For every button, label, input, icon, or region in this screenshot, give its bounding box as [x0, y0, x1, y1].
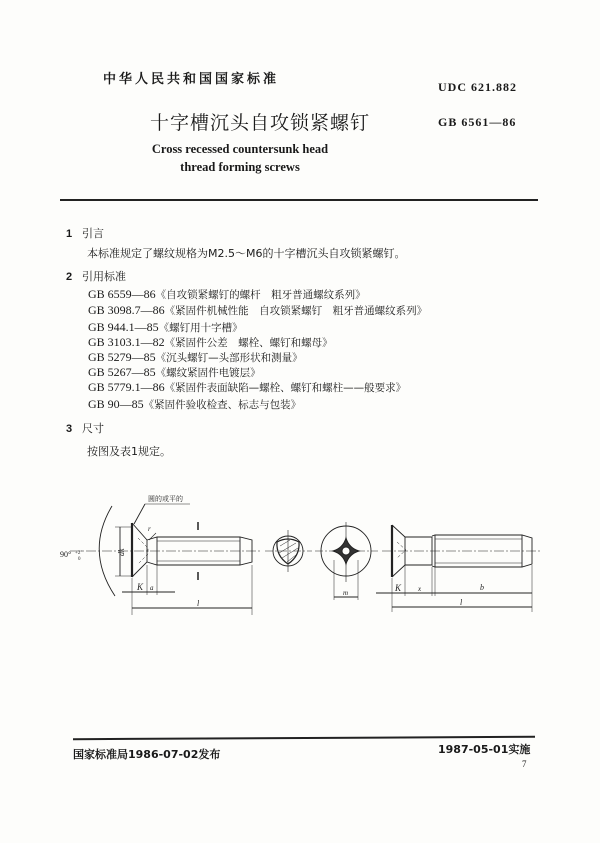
reference-item — [88, 380, 406, 395]
section-1-body: 本标准规定了螺纹规格为M2.5～M6的十字槽沉头自攻锁紧螺钉。 — [87, 247, 406, 260]
document-title-en-line2: thread forming screws — [180, 160, 300, 174]
screw-side-view-2 — [376, 525, 542, 612]
reference-item — [88, 320, 243, 335]
b-label: b — [480, 583, 484, 592]
section-number: 1 — [66, 228, 73, 240]
note-round-or-flat: 圆的或平的 — [148, 495, 183, 503]
reference-code: GB 5279—85 — [88, 350, 156, 364]
reference-title: 《紧固件公差 螺栓、螺钉和螺母》 — [164, 337, 333, 349]
reference-item — [88, 303, 427, 318]
angle-label: 90° — [60, 550, 72, 559]
reference-title: 《紧固件机械性能 自攻锁紧螺钉 粗牙普通螺纹系列》 — [164, 305, 428, 317]
udc-code: UDC 621.882 — [438, 80, 517, 94]
x-label: x — [418, 585, 422, 593]
note-leader — [134, 504, 145, 524]
reference-title: 《自攻锁紧螺钉的螺杆 粗牙普通螺纹系列》 — [155, 289, 366, 301]
gb-number: GB 6561—86 — [438, 115, 517, 129]
section-title: 尺寸 — [82, 422, 104, 435]
screw-figure — [0, 490, 600, 630]
l-label: l — [197, 599, 200, 608]
document-title-en-line1: Cross recessed countersunk head — [151, 142, 329, 156]
page-number: 7 — [522, 759, 527, 769]
l-label-2: l — [460, 598, 463, 607]
reference-code: GB 944.1—85 — [88, 320, 159, 334]
a-label: a — [150, 584, 154, 592]
reference-item — [88, 397, 301, 412]
issue-date: 国家标准局1986-07-02发布 — [73, 748, 221, 761]
k-label: K — [137, 582, 144, 592]
reference-code: GB 3098.7—86 — [88, 303, 165, 317]
reference-item — [88, 335, 333, 350]
national-standard-heading: 中华人民共和国国家标准 — [103, 72, 280, 87]
section-number: 3 — [66, 423, 73, 435]
reference-title: 《紧固件表面缺陷—螺栓、螺钉和螺柱——般要求》 — [164, 382, 407, 394]
reference-code: GB 5779.1—86 — [88, 380, 165, 394]
m-label: m — [343, 589, 349, 597]
section-3-heading — [66, 420, 104, 436]
k-label-2: K — [395, 583, 402, 593]
section-2-heading — [66, 268, 126, 284]
effective-date: 1987-05-01实施 — [438, 743, 531, 756]
header-rule — [60, 199, 538, 201]
reference-code: GB 3103.1—82 — [88, 335, 165, 349]
section-1-heading — [66, 225, 104, 241]
section-title: 引用标准 — [82, 270, 126, 283]
section-3-body: 按图及表1规定。 — [87, 445, 171, 458]
reference-code: GB 6559—86 — [88, 287, 156, 301]
thread-section-view — [265, 530, 312, 572]
document-title-cn: 十字槽沉头自攻锁紧螺钉 — [150, 112, 371, 134]
reference-title: 《沉头螺钉—头部形状和测量》 — [155, 352, 303, 364]
screw-side-view — [70, 504, 260, 615]
reference-title: 《螺纹紧固件电镀层》 — [155, 367, 261, 379]
reference-code: GB 5267—85 — [88, 365, 156, 379]
reference-title: 《紧固件验收检查、标志与包装》 — [143, 399, 302, 411]
dk-label: dk — [117, 548, 126, 556]
angle-tolerance-upper: +2° — [75, 551, 83, 556]
reference-code: GB 90—85 — [88, 397, 144, 411]
reference-item — [88, 287, 366, 302]
section-title: 引言 — [82, 227, 104, 240]
reference-title: 《螺钉用十字槽》 — [158, 322, 243, 334]
r-label: r — [148, 525, 151, 533]
reference-item — [88, 350, 303, 365]
reference-item — [88, 365, 261, 380]
footer-rule — [73, 736, 535, 740]
section-number: 2 — [66, 271, 73, 283]
angle-tolerance-lower: 0 — [78, 557, 81, 562]
